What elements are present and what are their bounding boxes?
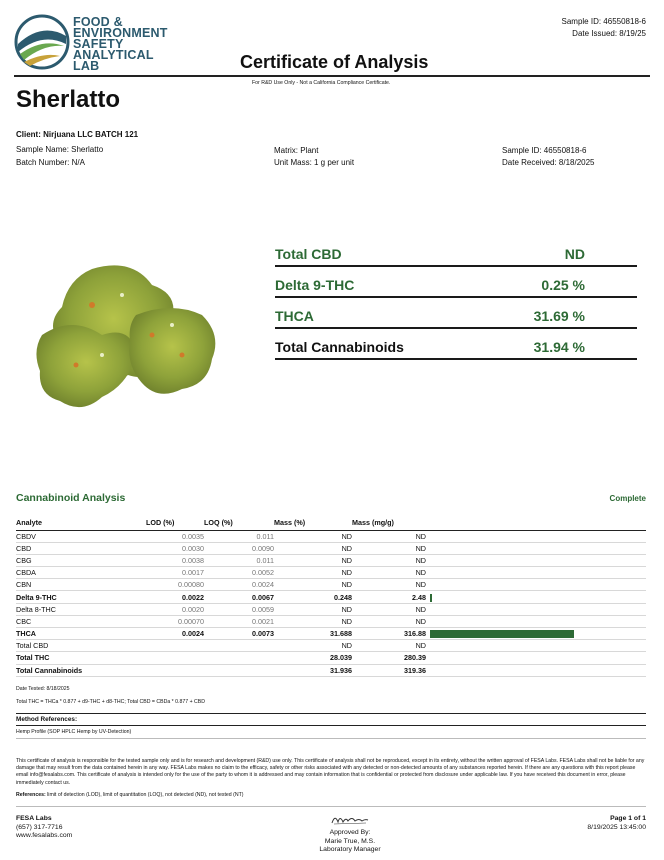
analysis-title: Cannabinoid Analysis xyxy=(16,492,126,504)
mass-bar-cell xyxy=(426,652,646,664)
analyte-cell: CBN xyxy=(16,579,146,591)
references-label: References: xyxy=(16,792,46,798)
analyte-cell: Delta 9-THC xyxy=(16,591,146,603)
mass-mg-cell: ND xyxy=(352,530,426,542)
mass-bar-cell xyxy=(426,554,646,566)
title-underline xyxy=(14,75,650,77)
footer-phone: (657) 317-7716 xyxy=(16,823,63,831)
mass-mg-cell: ND xyxy=(352,554,426,566)
loq-cell xyxy=(204,664,274,676)
mass-bar-cell xyxy=(426,603,646,615)
lod-cell: 0.00070 xyxy=(146,615,204,627)
method-mid-rule xyxy=(16,725,646,726)
logo-line-2: ENVIRONMENT xyxy=(73,26,168,40)
mass-bar xyxy=(430,594,432,602)
mass-mg-cell: 316.88 xyxy=(352,628,426,640)
lod-cell xyxy=(146,664,204,676)
analyte-cell: THCA xyxy=(16,628,146,640)
method-top-rule xyxy=(16,713,646,714)
mass-mg-cell: 280.39 xyxy=(352,652,426,664)
loq-cell: 0.0090 xyxy=(204,542,274,554)
table-row xyxy=(16,542,646,554)
table-row xyxy=(16,530,646,542)
col-mass-pct: Mass (%) xyxy=(274,518,352,530)
header-date-issued: Date Issued: 8/19/25 xyxy=(572,29,646,38)
table-row xyxy=(16,640,646,652)
loq-cell: 0.0052 xyxy=(204,567,274,579)
unit-mass: Unit Mass: 1 g per unit xyxy=(274,158,355,167)
references-text: limit of detection (LOD), limit of quantitation (LOQ), not detected (ND), not tested (NT) xyxy=(47,792,244,798)
logo-line-1: FOOD & xyxy=(73,15,123,29)
mass-bar-cell xyxy=(426,615,646,627)
loq-cell xyxy=(204,640,274,652)
loq-cell: 0.0059 xyxy=(204,603,274,615)
mass-mg-cell: ND xyxy=(352,542,426,554)
mass-bar-cell xyxy=(426,664,646,676)
summary-label: Total Cannabinoids xyxy=(275,339,404,355)
loq-cell: 0.011 xyxy=(204,530,274,542)
mass-pct-cell: 31.688 xyxy=(274,628,352,640)
summary-label: Delta 9-THC xyxy=(275,277,355,293)
table-row xyxy=(16,591,646,603)
disclaimer: This certificate of analysis is responsible for the tested sample only and is for research and development (R&D) use only. This certificate of analysis shall not be reproduced, except in its entirety, without the written approval of FESA Labs. FESA Labs shall not be liable for any damage that may result from the data contained herein in any way. FESA Labs makes no claim to the efficacy, safety or other risks associated with any detected or non-detected amounts of any substances reported herein. If there are any questions with this report please email info@fesalabs.com. This certificate of analysis is intended only for the use of the party to whom it is addressed and may contain information that is confidential or protected from disclosure under applicable law. If you have received this document in error, please immediately contact us. xyxy=(16,758,645,786)
footer-timestamp: 8/19/2025 13:45:00 xyxy=(587,823,646,831)
lod-cell: 0.0035 xyxy=(146,530,204,542)
header-sample-id: Sample ID: 46550818-6 xyxy=(561,17,646,26)
lod-cell: 0.0024 xyxy=(146,628,204,640)
col-lod: LOD (%) xyxy=(146,518,204,530)
col-bar xyxy=(426,518,646,530)
mass-bar-cell xyxy=(426,591,646,603)
lod-cell: 0.00080 xyxy=(146,579,204,591)
analyte-cell: CBDV xyxy=(16,530,146,542)
mass-bar-cell xyxy=(426,530,646,542)
mass-pct-cell: ND xyxy=(274,554,352,566)
mass-bar-cell xyxy=(426,628,646,640)
mass-mg-cell: ND xyxy=(352,615,426,627)
loq-cell: 0.011 xyxy=(204,554,274,566)
col-mass-mg: Mass (mg/g) xyxy=(352,518,426,530)
analysis-status: Complete xyxy=(609,494,646,503)
mass-pct-cell: ND xyxy=(274,530,352,542)
loq-cell: 0.0024 xyxy=(204,579,274,591)
approver-title: Laboratory Manager xyxy=(319,846,381,854)
summary-label: THCA xyxy=(275,308,314,324)
logo-line-4: ANALYTICAL LAB xyxy=(73,48,154,73)
mass-mg-cell: 319.36 xyxy=(352,664,426,676)
mass-pct-cell: ND xyxy=(274,542,352,554)
method-heading: Method References: xyxy=(16,716,78,723)
mass-bar xyxy=(430,630,574,638)
logo-line-3: SAFETY xyxy=(73,37,124,51)
mass-pct-cell: ND xyxy=(274,615,352,627)
summary-delta9-thc xyxy=(275,267,637,298)
sample-id: Sample ID: 46550818-6 xyxy=(502,146,587,155)
table-row xyxy=(16,579,646,591)
mass-bar-cell xyxy=(426,579,646,591)
cannabis-bud-image xyxy=(32,255,252,455)
loq-cell xyxy=(204,652,274,664)
analyte-cell: CBC xyxy=(16,615,146,627)
lab-logo xyxy=(14,14,174,73)
lod-cell: 0.0022 xyxy=(146,591,204,603)
mass-pct-cell: 0.248 xyxy=(274,591,352,603)
table-header-row xyxy=(16,518,646,530)
lod-cell: 0.0030 xyxy=(146,542,204,554)
analyte-cell: CBD xyxy=(16,542,146,554)
table-row xyxy=(16,664,646,676)
mass-mg-cell: 2.48 xyxy=(352,591,426,603)
mass-pct-cell: ND xyxy=(274,579,352,591)
matrix: Matrix: Plant xyxy=(274,146,319,155)
approved-by: Approved By: xyxy=(329,829,371,837)
table-row xyxy=(16,652,646,664)
lod-cell: 0.0017 xyxy=(146,567,204,579)
analyte-cell: Delta 8-THC xyxy=(16,603,146,615)
footer-approval xyxy=(300,812,400,855)
loq-cell: 0.0021 xyxy=(204,615,274,627)
loq-cell: 0.0067 xyxy=(204,591,274,603)
formula: Total THC = THCa * 0.877 + d9-THC + d8-THC; Total CBD = CBDa * 0.877 + CBD xyxy=(16,699,205,705)
analyte-cell: Total Cannabinoids xyxy=(16,664,146,676)
mass-bar-cell xyxy=(426,640,646,652)
mass-mg-cell: ND xyxy=(352,640,426,652)
batch-number: Batch Number: N/A xyxy=(16,158,85,167)
mass-mg-cell: ND xyxy=(352,567,426,579)
approver-name: Marie True, M.S. xyxy=(324,837,376,845)
analyte-cell: CBDA xyxy=(16,567,146,579)
mass-mg-cell: ND xyxy=(352,603,426,615)
summary-value: 31.94 % xyxy=(533,339,585,355)
summary-value: 0.25 % xyxy=(541,277,585,293)
table-row xyxy=(16,603,646,615)
table-row xyxy=(16,554,646,566)
signature-image xyxy=(330,812,370,826)
date-received: Date Received: 8/18/2025 xyxy=(502,158,595,167)
mass-mg-cell: ND xyxy=(352,579,426,591)
lod-cell xyxy=(146,652,204,664)
method-text: Hemp Profile (SOP HPLC Hemp by UV-Detection) xyxy=(16,729,132,735)
col-analyte: Analyte xyxy=(16,518,146,530)
summary-value: 31.69 % xyxy=(533,308,585,324)
footer-website[interactable]: www.fesalabs.com xyxy=(16,832,73,840)
page-subtitle: For R&D Use Only - Not a California Compliance Certificate. xyxy=(252,80,391,86)
page-number: Page 1 of 1 xyxy=(610,815,646,822)
sample-name: Sample Name: Sherlatto xyxy=(16,145,104,154)
mass-bar-cell xyxy=(426,542,646,554)
method-bottom-rule xyxy=(16,738,646,739)
table-body xyxy=(16,530,646,676)
cannabinoid-table xyxy=(16,518,646,677)
references xyxy=(16,792,244,798)
mass-pct-cell: ND xyxy=(274,603,352,615)
mass-pct-cell: ND xyxy=(274,567,352,579)
footer-page-info xyxy=(587,815,646,832)
footer-lab-name: FESA Labs xyxy=(16,815,52,822)
mass-pct-cell: 31.936 xyxy=(274,664,352,676)
mass-bar-cell xyxy=(426,567,646,579)
summary-total-cbd xyxy=(275,236,637,267)
table-row xyxy=(16,615,646,627)
client-name: Client: Nirjuana LLC BATCH 121 xyxy=(16,130,139,139)
analyte-cell: Total CBD xyxy=(16,640,146,652)
analyte-cell: CBG xyxy=(16,554,146,566)
summary-total-cannabinoids xyxy=(275,329,637,360)
col-loq: LOQ (%) xyxy=(204,518,274,530)
summary-label: Total CBD xyxy=(275,246,342,262)
table-row xyxy=(16,628,646,640)
summary-thca xyxy=(275,298,637,329)
mass-pct-cell: 28.039 xyxy=(274,652,352,664)
page-title: Certificate of Analysis xyxy=(240,52,429,72)
lod-cell xyxy=(146,640,204,652)
lod-cell: 0.0038 xyxy=(146,554,204,566)
footer-rule xyxy=(16,806,646,807)
footer-lab xyxy=(16,815,72,841)
product-name: Sherlatto xyxy=(16,86,121,113)
lab-logo-icon xyxy=(14,14,70,70)
summary-value: ND xyxy=(564,246,585,262)
analyte-cell: Total THC xyxy=(16,652,146,664)
mass-pct-cell: ND xyxy=(274,640,352,652)
table-row xyxy=(16,567,646,579)
date-tested: Date Tested: 8/18/2025 xyxy=(16,686,70,692)
lod-cell: 0.0020 xyxy=(146,603,204,615)
loq-cell: 0.0073 xyxy=(204,628,274,640)
